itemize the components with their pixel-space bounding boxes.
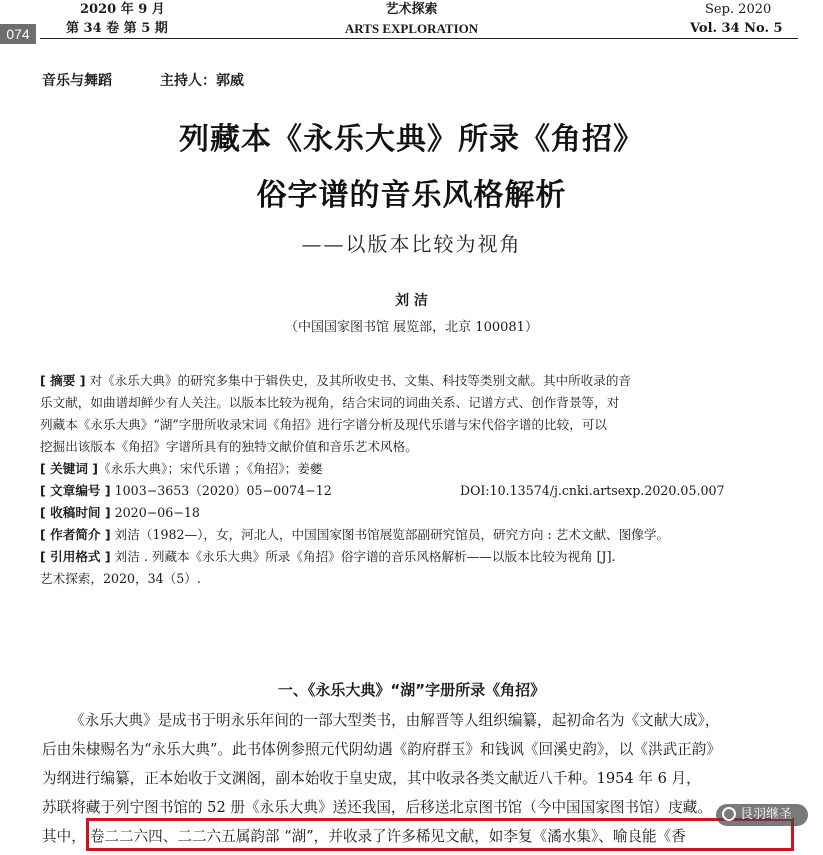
body-line-start: 其中， (42, 828, 86, 845)
author-bio-value: 刘洁（1982—），女，河北人，中国国家图书馆展览部副研究馆员，研究方向 : 艺术文献、图像学。 (110, 527, 670, 542)
article-number-label: [ 文章编号 ] (40, 483, 111, 498)
author-name: 刘 洁 (395, 293, 428, 309)
abstract-line: 乐文献，如曲谱却鲜少有人关注。以版本比较为视角，结合宋词的词曲关系、记谱方式、创作背景等，对 (40, 395, 620, 410)
body-line: 苏联将藏于列宁图书馆的 52 册《永乐大典》送还我国，后移送北京图书馆（今中国国家图书馆）庋藏。 (42, 799, 712, 816)
abstract-line (40, 370, 780, 392)
column-host: 主持人：郭威 (160, 73, 244, 89)
header-date-en: Sep. 2020 (705, 2, 772, 17)
header-volume-cn: 第 34 卷 第 5 期 (66, 21, 168, 36)
column-name: 音乐与舞蹈 (42, 73, 112, 89)
keywords-label: [ 关键词 ] (40, 461, 99, 476)
citation-value: 刘洁 . 列藏本《永乐大典》所录《角招》俗字谱的音乐风格解析——以版本比较为视角 [J]. (110, 549, 616, 564)
section-heading: 一、《永乐大典》“湖”字册所录《角招》 (277, 681, 546, 699)
citation-label: [ 引用格式 ] (40, 549, 111, 564)
body-line: 为纲进行编纂，正本始收于文渊阁，副本始收于皇史宬，其中收录各类文献近八千种。1954 年 6 月， (42, 770, 701, 787)
received-value: 2020−06−18 (110, 505, 200, 520)
highlighted-text: 卷二二六四、二二六五属韵部 “湖”，并收录了许多稀见文献，如李复《潏水集》、喻良能《香 (89, 828, 686, 845)
citation-line-2: 艺术探索，2020，34（5）. (40, 571, 201, 586)
doi: DOI:10.13574/j.cnki.artsexp.2020.05.007 (460, 483, 725, 498)
citation-line (40, 546, 780, 568)
watermark-text: 艮羽继圣 (740, 807, 793, 822)
keywords-line (40, 458, 780, 480)
header-date-cn: 2020 年 9 月 (80, 2, 165, 17)
author-bio-line (40, 524, 780, 546)
received-line (40, 502, 780, 524)
highlight-box (86, 818, 794, 851)
header-volume-en: Vol. 34 No. 5 (690, 21, 783, 36)
abstract-label: [ 摘要 ] (40, 373, 86, 388)
article-title-line1: 列藏本《永乐大典》所录《角招》 (179, 122, 644, 157)
received-label: [ 收稿时间 ] (40, 505, 111, 520)
header-rule (40, 38, 798, 39)
article-number-value: 1003−3653（2020）05−0074−12 (110, 483, 332, 498)
body-line: 后由朱棣赐名为“永乐大典”。此书体例参照元代阴幼遇《韵府群玉》和钱讽《回溪史韵》，以《洪武正韵》 (42, 741, 721, 758)
watermark (716, 804, 808, 826)
journal-title-cn: 艺术探索 (385, 2, 438, 17)
article-number-line (40, 480, 780, 502)
abstract-line: 挖掘出该版本《角招》字谱所具有的独特文献价值和音乐艺术风格。 (40, 439, 418, 454)
author-bio-label: [ 作者简介 ] (40, 527, 111, 542)
article-title-line2: 俗字谱的音乐风格解析 (256, 178, 567, 213)
article-metadata (40, 370, 780, 590)
author-affiliation: （中国国家图书馆 展览部，北京 100081） (285, 320, 538, 335)
abstract-text: 对《永乐大典》的研究多集中于辑佚史，及其所收史书、文集、科技等类别文献。其中所收录的音 (85, 373, 632, 388)
article-subtitle: ——以版本比较为视角 (301, 232, 522, 256)
body-line: 《永乐大典》是成书于明永乐年间的一部大型类书，由解晋等人组织编纂，起初命名为《文献大成》， (70, 712, 720, 729)
keywords-value: 《永乐大典》；宋代乐谱 ；《角招》；姜夔 (98, 461, 323, 476)
page-number: 074 (0, 24, 36, 44)
journal-title-en: ARTS EXPLORATION (344, 21, 479, 36)
watermark-logo-icon (722, 807, 736, 821)
abstract-line: 列藏本《永乐大典》“湖”字册所收录宋词《角招》进行字谱分析及现代乐谱与宋代俗字谱的比较，可以 (40, 417, 608, 432)
